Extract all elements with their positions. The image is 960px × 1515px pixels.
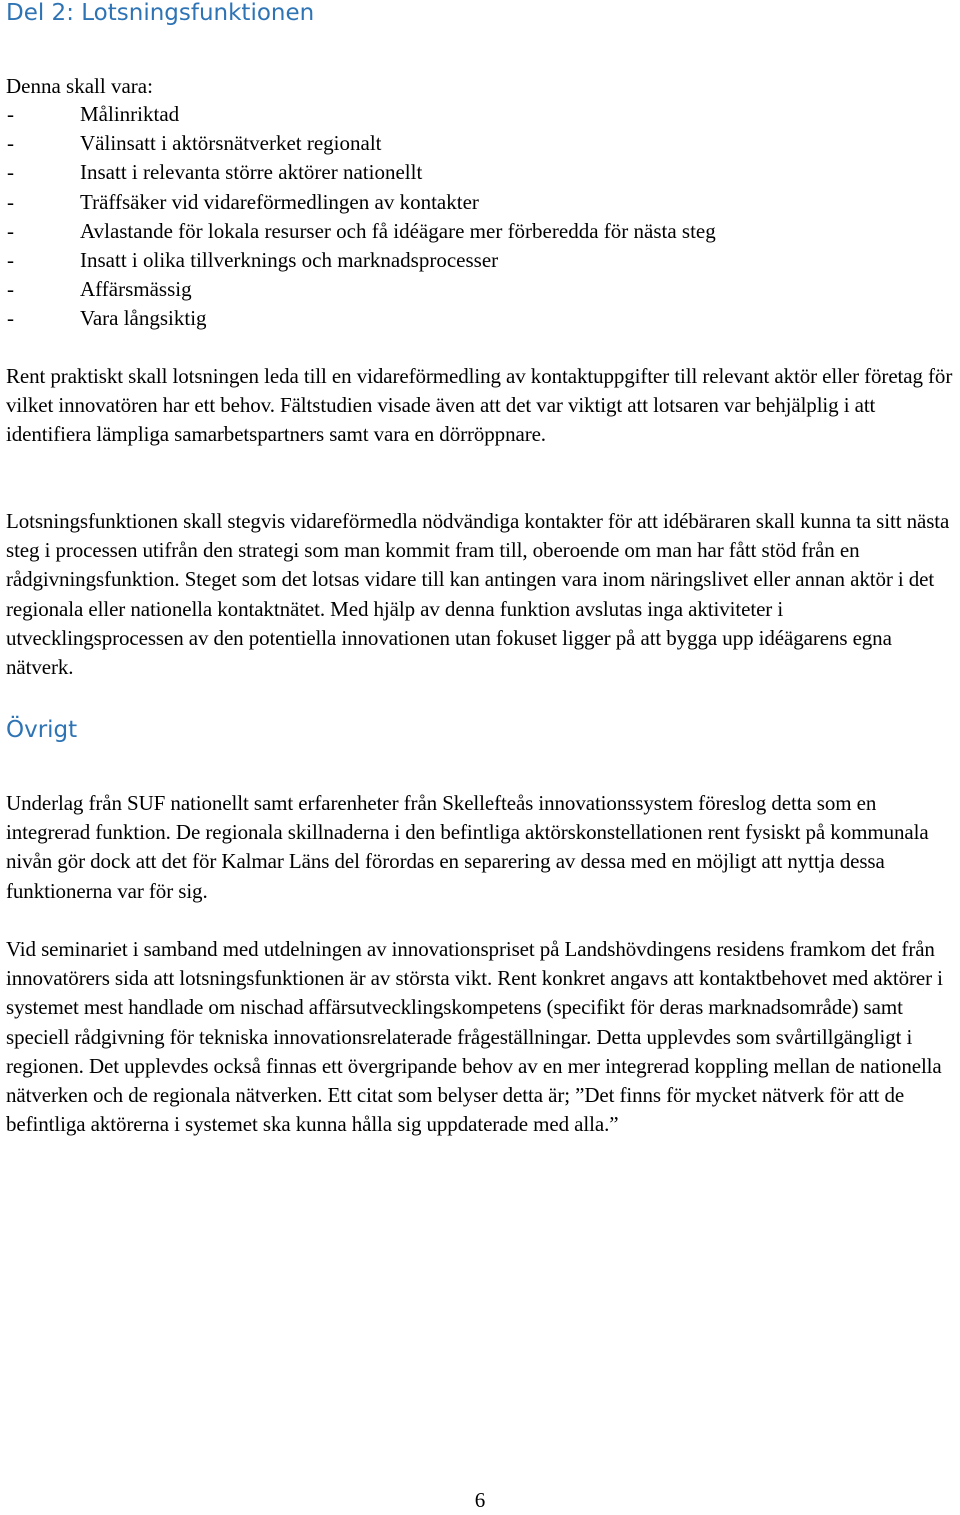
paragraph-sentence: Steget som det lotsas vidare till kan antingen vara inom näringslivet eller annan aktör i det regionala eller nationella kontaktnätet. [6, 567, 935, 621]
list-item [6, 100, 716, 129]
list-marker: - [7, 218, 14, 243]
paragraph-sentence: Med hjälp av denna funktion avslutas inga aktiviteter i utvecklingsprocessen av den potentiella innovationen utan fokuset ligger på att bygga upp idéägarens egna nätverk. [6, 596, 892, 680]
list-intro: Denna skall vara: [6, 74, 153, 98]
paragraph-sentence: Fältstudien visade även att det var viktigt att lotsaren var behjälplig i att identifiera lämpliga samarbetspartners samt vara en dörröppnare. [6, 393, 876, 447]
list-marker: - [7, 160, 14, 185]
list-marker: - [7, 189, 14, 214]
section-heading-lotsningsfunktionen: Del 2: Lotsningsfunktionen [6, 0, 315, 26]
list-item-text: Insatt i olika tillverknings och marknadsprocesser [80, 248, 499, 273]
paragraph-sentence: De regionala skillnaderna i den befintliga aktörskonstellationen rent fysiskt på kommunala nivån gör dock att det för Kalmar Läns del förordas en separering av dessa med en möjligt att nyttja dessa funktionerna var för sig. [6, 820, 929, 903]
page-number: 6 [474, 1488, 486, 1512]
list-marker: - [7, 102, 14, 126]
section-heading-ovrigt: Övrigt [6, 717, 78, 743]
paragraph-sentence: Det upplevdes också finnas ett övergripande behov av en mer integrerad koppling mellan de nationella nätverken och de regionala nätverken. [6, 1053, 942, 1108]
paragraph-sentence: Ett citat som belyser detta är; ”Det finns för mycket nätverk för att de befintliga aktörerna i systemet ska kunna hålla sig uppdaterade med alla.” [6, 1083, 905, 1137]
list-item [6, 188, 716, 217]
paragraph-sentence: Detta upplevdes som svårtillgängligt i regionen. [6, 1024, 913, 1078]
paragraph-seminariet [6, 935, 956, 1139]
list-marker: - [7, 306, 14, 331]
list-item-text: Träffsäker vid vidareförmedlingen av kontakter [80, 189, 479, 214]
paragraph-underlag [6, 789, 956, 906]
list-item-text: Affärsmässig [80, 277, 192, 302]
list-item [6, 158, 716, 187]
list-item-text: Avlastande för lokala resurser och få idéägare mer förberedda för nästa steg [80, 218, 716, 243]
requirements-list [6, 100, 716, 334]
paragraph-lotsning-praktiskt [6, 362, 956, 450]
paragraph-sentence: Underlag från SUF nationellt samt erfarenheter från Skellefteås innovationssystem föreslog detta som en integrerad funktion. [6, 791, 877, 845]
list-item-text: Vara långsiktig [80, 306, 207, 331]
list-item [6, 217, 716, 246]
paragraph-lotsningsfunktionen [6, 507, 956, 682]
paragraph-sentence: Rent konkret angavs att kontaktbehovet med aktörer i systemet mest handlade om nischad affärsutvecklingskompetens (specifikt för deras marknadsområde) samt speciell rådgivning för tekniska innovationsrelaterade frågeställningar. [6, 966, 943, 1049]
list-item [6, 129, 716, 158]
list-marker: - [7, 131, 14, 156]
paragraph-sentence: Lotsningsfunktionen skall stegvis vidareförmedla nödvändiga kontakter för att idébäraren skall kunna ta sitt nästa steg i processen utifrån den strategi som man kommit fram till, oberoende om man har fått stöd från en rådgivningsfunktion. [6, 509, 950, 592]
list-item-text: Välinsatt i aktörsnätverket regionalt [80, 131, 382, 156]
list-item-text: Målinriktad [80, 102, 180, 126]
list-item-text: Insatt i relevanta större aktörer nationellt [80, 160, 423, 185]
paragraph-sentence: Rent praktiskt skall lotsningen leda till en vidareförmedling av kontaktuppgifter till relevant aktör eller företag för vilket innovatören har ett behov. [6, 364, 953, 418]
list-marker: - [7, 248, 14, 273]
list-item [6, 304, 716, 333]
list-marker: - [7, 277, 14, 302]
list-item [6, 275, 716, 304]
list-item [6, 246, 716, 275]
paragraph-sentence: Vid seminariet i samband med utdelningen av innovationspriset på Landshövdingens residens framkom det från innovatörers sida att lotsningsfunktionen är av största vikt. [6, 937, 935, 991]
